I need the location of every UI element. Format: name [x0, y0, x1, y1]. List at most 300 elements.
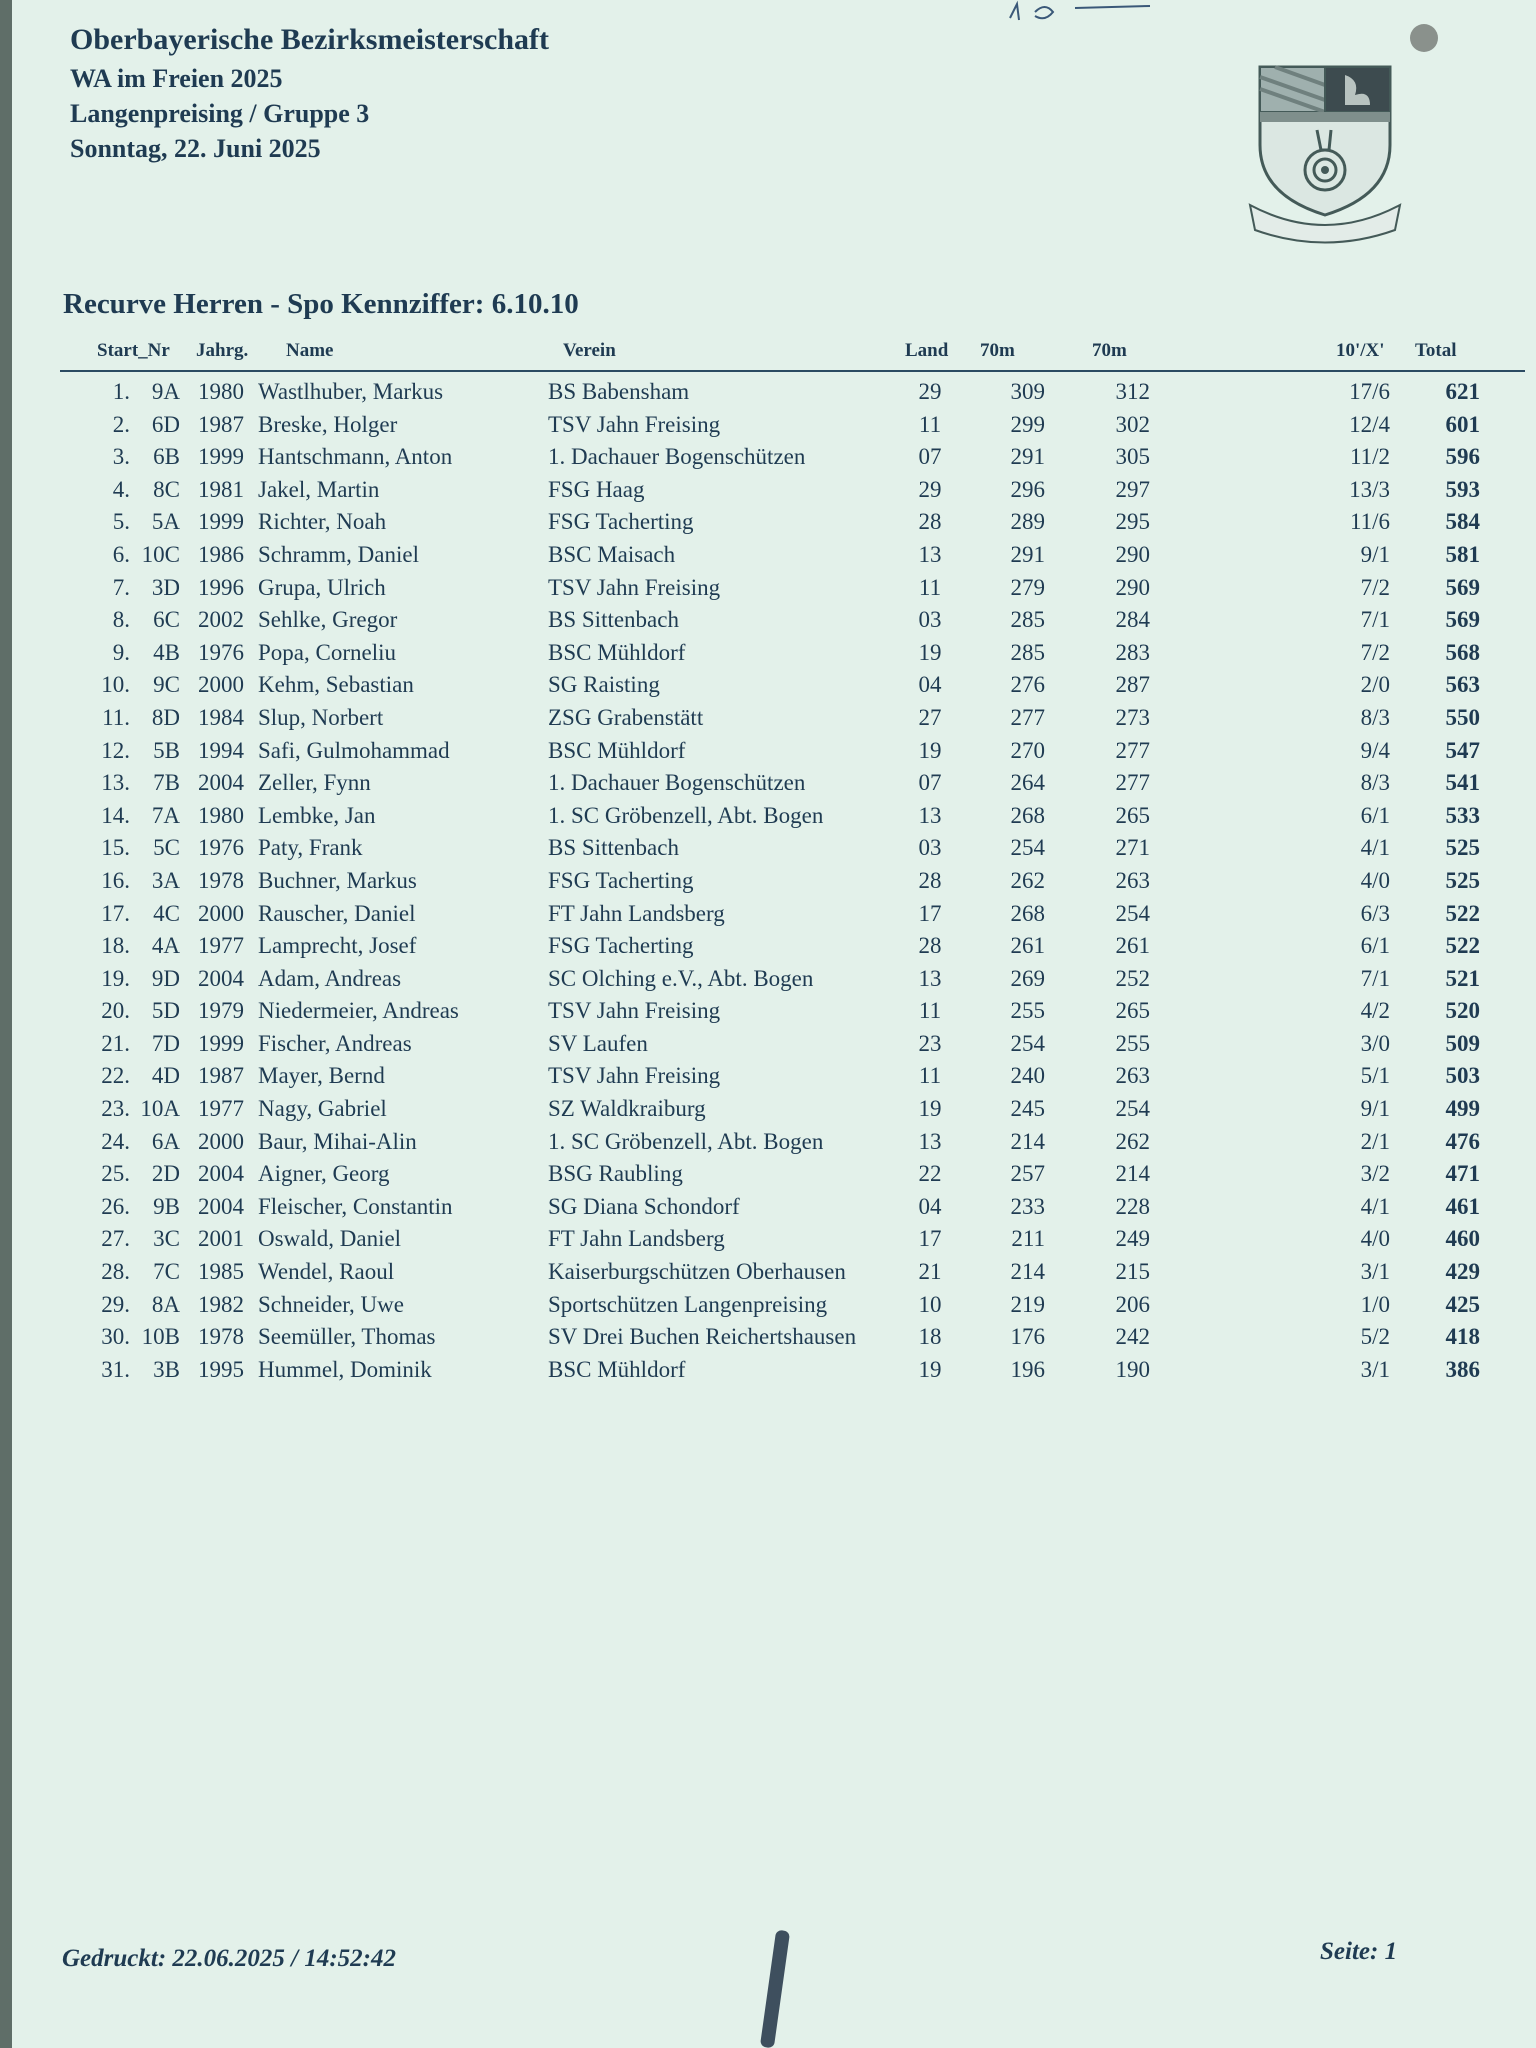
round1-score: 309	[1010, 379, 1045, 404]
birth-year: 2000	[198, 1128, 244, 1154]
table-row	[0, 865, 1536, 898]
total-score: 569	[1445, 607, 1480, 633]
round2-score: 249	[1115, 1226, 1150, 1252]
round1-score: 211	[1011, 1226, 1045, 1252]
document-header	[70, 20, 970, 166]
total-score: 429	[1445, 1259, 1480, 1285]
athlete-name: Wastlhuber, Markus	[258, 379, 444, 404]
birth-year: 1996	[198, 574, 244, 600]
header-divider	[60, 370, 1525, 372]
birth-year: 2004	[198, 965, 244, 991]
event-location: Langenpreising / Gruppe 3	[70, 98, 370, 128]
total-score: 471	[1445, 1161, 1480, 1187]
event-subtitle: WA im Freien 2025	[70, 63, 283, 93]
club-name: SG Diana Schondorf	[548, 1193, 740, 1219]
round2-score: 265	[1115, 998, 1150, 1024]
rank: 9.	[112, 639, 130, 665]
start-nr: 6B	[153, 444, 180, 470]
land-code: 28	[918, 867, 942, 893]
birth-year: 1976	[198, 835, 244, 861]
start-nr: 6D	[151, 411, 180, 437]
table-row	[0, 702, 1536, 735]
start-nr: 6C	[153, 607, 180, 633]
athlete-name: Wendel, Raoul	[258, 1259, 395, 1285]
start-nr: 3D	[151, 574, 180, 600]
land-code: 21	[918, 1259, 942, 1285]
table-row	[0, 930, 1536, 963]
rank: 20.	[101, 998, 130, 1024]
land-code: 13	[918, 1128, 942, 1154]
birth-year: 1978	[198, 1324, 244, 1350]
district-crest-icon	[1245, 55, 1405, 245]
tens-x-count: 11/6	[1349, 509, 1390, 535]
round1-score: 279	[1010, 574, 1045, 600]
birth-year: 1994	[198, 737, 244, 763]
total-score: 584	[1445, 509, 1480, 535]
start-nr: 9A	[151, 379, 180, 404]
total-score: 522	[1445, 900, 1480, 926]
round2-score: 277	[1115, 737, 1150, 763]
pin-head	[1410, 24, 1438, 52]
club-name: 1. SC Gröbenzell, Abt. Bogen	[548, 1128, 824, 1154]
table-row	[0, 767, 1536, 800]
birth-year: 2000	[198, 900, 244, 926]
rank: 11.	[102, 704, 130, 730]
round2-score: 215	[1115, 1259, 1150, 1285]
athlete-name: Kehm, Sebastian	[258, 672, 414, 698]
land-code: 03	[918, 607, 942, 633]
athlete-name: Niedermeier, Andreas	[258, 998, 459, 1024]
table-row	[0, 441, 1536, 474]
round1-score: 289	[1010, 509, 1045, 535]
round1-score: 276	[1010, 672, 1045, 698]
round2-score: 302	[1115, 411, 1150, 437]
table-row	[0, 995, 1536, 1028]
start-nr: 9D	[151, 965, 180, 991]
tens-x-count: 6/1	[1360, 802, 1390, 828]
round2-score: 263	[1115, 1063, 1150, 1089]
club-name: TSV Jahn Freising	[548, 998, 721, 1024]
rank: 23.	[101, 1096, 130, 1122]
total-score: 522	[1445, 933, 1480, 959]
club-name: FT Jahn Landsberg	[548, 900, 725, 926]
birth-year: 1985	[198, 1259, 244, 1285]
column-header-round2: 70m	[1092, 340, 1127, 361]
land-code: 11	[918, 1063, 942, 1089]
start-nr: 5A	[151, 509, 180, 535]
round2-score: 228	[1115, 1193, 1150, 1219]
round1-score: 291	[1010, 444, 1045, 470]
land-code: 04	[918, 1193, 942, 1219]
land-code: 07	[918, 770, 942, 796]
table-row	[0, 1028, 1536, 1061]
land-code: 17	[918, 1226, 942, 1252]
event-date: Sonntag, 22. Juni 2025	[70, 133, 321, 163]
start-nr: 8A	[151, 1291, 180, 1317]
land-code: 23	[918, 1030, 942, 1056]
round2-score: 297	[1115, 476, 1150, 502]
club-name: SG Raisting	[548, 672, 660, 698]
land-code: 28	[918, 933, 942, 959]
results-table	[0, 376, 1536, 1386]
round2-score: 283	[1115, 639, 1150, 665]
athlete-name: Safi, Gulmohammad	[258, 737, 450, 763]
rank: 4.	[112, 476, 130, 502]
round2-score: 284	[1115, 607, 1150, 633]
tens-x-count: 3/1	[1360, 1356, 1390, 1382]
tens-x-count: 4/0	[1360, 1226, 1390, 1252]
land-code: 11	[918, 998, 942, 1024]
table-row	[0, 1158, 1536, 1191]
round1-score: 296	[1010, 476, 1045, 502]
table-row	[0, 1289, 1536, 1322]
start-nr: 7A	[151, 802, 180, 828]
total-score: 568	[1445, 639, 1480, 665]
table-row	[0, 1354, 1536, 1387]
total-score: 563	[1445, 672, 1480, 698]
rank: 16.	[101, 867, 130, 893]
athlete-name: Adam, Andreas	[258, 965, 402, 991]
round2-score: 242	[1115, 1324, 1150, 1350]
club-name: 1. SC Gröbenzell, Abt. Bogen	[548, 802, 824, 828]
birth-year: 1981	[198, 476, 244, 502]
rank: 7.	[112, 574, 130, 600]
column-header-tens-x: 10'/X'	[1336, 340, 1385, 361]
total-score: 425	[1445, 1291, 1480, 1317]
land-code: 11	[918, 574, 942, 600]
athlete-name: Zeller, Fynn	[258, 770, 371, 796]
handwritten-mark	[1005, 0, 1155, 22]
land-code: 18	[918, 1324, 942, 1350]
table-row	[0, 1126, 1536, 1159]
page-number: Seite: 1	[1320, 1938, 1398, 1965]
land-code: 07	[918, 444, 942, 470]
round2-score: 214	[1115, 1161, 1150, 1187]
total-score: 503	[1445, 1063, 1480, 1089]
athlete-name: Paty, Frank	[258, 835, 363, 861]
column-header-total: Total	[1415, 340, 1457, 361]
column-header-club: Verein	[563, 340, 616, 361]
rank: 18.	[101, 933, 130, 959]
round2-score: 271	[1115, 835, 1150, 861]
athlete-name: Nagy, Gabriel	[258, 1096, 387, 1122]
round1-score: 268	[1010, 900, 1045, 926]
club-name: 1. Dachauer Bogenschützen	[548, 444, 806, 470]
rank: 24.	[101, 1128, 130, 1154]
rank: 22.	[101, 1063, 130, 1089]
rank: 30.	[101, 1324, 130, 1350]
birth-year: 1999	[198, 444, 244, 470]
start-nr: 10A	[140, 1096, 180, 1122]
total-score: 521	[1445, 965, 1480, 991]
club-name: BSG Raubling	[548, 1161, 683, 1187]
table-row	[0, 832, 1536, 865]
start-nr: 6A	[151, 1128, 180, 1154]
table-row	[0, 963, 1536, 996]
club-name: SC Olching e.V., Abt. Bogen	[548, 965, 814, 991]
club-name: BSC Mühldorf	[548, 1356, 686, 1382]
total-score: 601	[1445, 411, 1480, 437]
birth-year: 1986	[198, 541, 244, 567]
table-row	[0, 1321, 1536, 1354]
round1-score: 268	[1010, 802, 1045, 828]
tens-x-count: 9/1	[1360, 541, 1390, 567]
round1-score: 240	[1010, 1063, 1045, 1089]
start-nr: 4B	[153, 639, 180, 665]
tens-x-count: 17/6	[1349, 379, 1390, 404]
athlete-name: Breske, Holger	[258, 411, 398, 437]
round2-score: 263	[1115, 867, 1150, 893]
birth-year: 1995	[198, 1356, 244, 1382]
tens-x-count: 6/1	[1360, 933, 1390, 959]
start-nr: 9C	[153, 672, 180, 698]
total-score: 460	[1445, 1226, 1480, 1252]
round2-score: 206	[1115, 1291, 1150, 1317]
start-nr: 8C	[153, 476, 180, 502]
total-score: 533	[1445, 802, 1480, 828]
rank: 8.	[112, 607, 130, 633]
birth-year: 2004	[198, 1193, 244, 1219]
start-nr: 4A	[151, 933, 180, 959]
birth-year: 1984	[198, 704, 244, 730]
round2-score: 252	[1115, 965, 1150, 991]
column-header-start-nr: Start_Nr	[97, 340, 170, 361]
total-score: 569	[1445, 574, 1480, 600]
total-score: 418	[1445, 1324, 1480, 1350]
start-nr: 10C	[141, 541, 180, 567]
birth-year: 1987	[198, 1063, 244, 1089]
start-nr: 4D	[151, 1063, 180, 1089]
athlete-name: Mayer, Bernd	[258, 1063, 385, 1089]
athlete-name: Baur, Mihai-Alin	[258, 1128, 417, 1154]
athlete-name: Fleischer, Constantin	[258, 1193, 453, 1219]
round1-score: 269	[1010, 965, 1045, 991]
rank: 31.	[101, 1356, 130, 1382]
tens-x-count: 8/3	[1360, 704, 1390, 730]
club-name: BSC Mühldorf	[548, 737, 686, 763]
athlete-name: Jakel, Martin	[258, 476, 380, 502]
athlete-name: Fischer, Andreas	[258, 1030, 412, 1056]
tens-x-count: 5/2	[1360, 1324, 1390, 1350]
round2-score: 273	[1115, 704, 1150, 730]
birth-year: 1977	[198, 1096, 244, 1122]
birth-year: 1980	[198, 802, 244, 828]
round1-score: 262	[1010, 867, 1045, 893]
club-name: TSV Jahn Freising	[548, 1063, 721, 1089]
tens-x-count: 7/2	[1360, 639, 1390, 665]
club-name: BSC Mühldorf	[548, 639, 686, 665]
table-row	[0, 409, 1536, 442]
land-code: 11	[918, 411, 942, 437]
total-score: 593	[1445, 476, 1480, 502]
round1-score: 291	[1010, 541, 1045, 567]
rank: 26.	[101, 1193, 130, 1219]
round1-score: 254	[1010, 1030, 1045, 1056]
round1-score: 270	[1010, 737, 1045, 763]
birth-year: 2001	[198, 1226, 244, 1252]
table-row	[0, 474, 1536, 507]
total-score: 461	[1445, 1193, 1480, 1219]
birth-year: 2002	[198, 607, 244, 633]
tens-x-count: 6/3	[1360, 900, 1390, 926]
round1-score: 214	[1010, 1128, 1045, 1154]
total-score: 499	[1445, 1096, 1480, 1122]
start-nr: 5B	[153, 737, 180, 763]
birth-year: 1979	[198, 998, 244, 1024]
tens-x-count: 4/2	[1360, 998, 1390, 1024]
round1-score: 257	[1010, 1161, 1045, 1187]
start-nr: 5C	[153, 835, 180, 861]
athlete-name: Schramm, Daniel	[258, 541, 419, 567]
round2-score: 290	[1115, 541, 1150, 567]
rank: 1.	[112, 379, 130, 404]
round1-score: 219	[1010, 1291, 1045, 1317]
round2-score: 305	[1115, 444, 1150, 470]
total-score: 596	[1445, 444, 1480, 470]
round1-score: 214	[1010, 1259, 1045, 1285]
rank: 13.	[101, 770, 130, 796]
table-row	[0, 1093, 1536, 1126]
birth-year: 1999	[198, 509, 244, 535]
total-score: 476	[1445, 1128, 1480, 1154]
birth-year: 2004	[198, 1161, 244, 1187]
tens-x-count: 3/2	[1360, 1161, 1390, 1187]
rank: 27.	[101, 1226, 130, 1252]
total-score: 621	[1445, 379, 1480, 404]
birth-year: 2004	[198, 770, 244, 796]
round1-score: 245	[1010, 1096, 1045, 1122]
round2-score: 277	[1115, 770, 1150, 796]
birth-year: 2000	[198, 672, 244, 698]
tens-x-count: 4/0	[1360, 867, 1390, 893]
birth-year: 1999	[198, 1030, 244, 1056]
club-name: FSG Tacherting	[548, 933, 694, 959]
round1-score: 255	[1010, 998, 1045, 1024]
round1-score: 299	[1010, 411, 1045, 437]
rank: 14.	[101, 802, 130, 828]
column-header-name: Name	[286, 340, 334, 361]
club-name: SV Laufen	[548, 1030, 648, 1056]
start-nr: 7B	[153, 770, 180, 796]
table-row	[0, 1256, 1536, 1289]
start-nr: 2D	[151, 1161, 180, 1187]
rank: 5.	[112, 509, 130, 535]
tens-x-count: 8/3	[1360, 770, 1390, 796]
land-code: 04	[918, 672, 942, 698]
club-name: FSG Tacherting	[548, 509, 694, 535]
round2-score: 287	[1115, 672, 1150, 698]
tens-x-count: 2/1	[1360, 1128, 1390, 1154]
round2-score: 255	[1115, 1030, 1150, 1056]
land-code: 17	[918, 900, 942, 926]
total-score: 520	[1445, 998, 1480, 1024]
start-nr: 9B	[153, 1193, 180, 1219]
land-code: 22	[918, 1161, 942, 1187]
land-code: 13	[918, 965, 942, 991]
table-row	[0, 735, 1536, 768]
rank: 3.	[112, 444, 130, 470]
table-row	[0, 1060, 1536, 1093]
start-nr: 7D	[151, 1030, 180, 1056]
table-row	[0, 604, 1536, 637]
round2-score: 265	[1115, 802, 1150, 828]
table-row	[0, 669, 1536, 702]
table-row	[0, 1191, 1536, 1224]
land-code: 27	[918, 704, 942, 730]
rank: 29.	[101, 1291, 130, 1317]
column-header-land: Land	[905, 340, 949, 361]
tens-x-count: 9/4	[1360, 737, 1390, 763]
club-name: Sportschützen Langenpreising	[548, 1291, 828, 1317]
athlete-name: Hantschmann, Anton	[258, 444, 453, 470]
tens-x-count: 9/1	[1360, 1096, 1390, 1122]
rank: 21.	[101, 1030, 130, 1056]
rank: 2.	[112, 411, 130, 437]
total-score: 525	[1445, 867, 1480, 893]
tens-x-count: 13/3	[1349, 476, 1390, 502]
athlete-name: Grupa, Ulrich	[258, 574, 386, 600]
land-code: 13	[918, 541, 942, 567]
total-score: 581	[1445, 541, 1480, 567]
birth-year: 1976	[198, 639, 244, 665]
athlete-name: Oswald, Daniel	[258, 1226, 402, 1252]
club-name: BS Babensham	[548, 379, 690, 404]
rank: 17.	[101, 900, 130, 926]
club-name: TSV Jahn Freising	[548, 574, 721, 600]
table-row	[0, 539, 1536, 572]
athlete-name: Buchner, Markus	[258, 867, 417, 893]
tens-x-count: 12/4	[1349, 411, 1390, 437]
start-nr: 10B	[141, 1324, 180, 1350]
tens-x-count: 7/2	[1360, 574, 1390, 600]
round1-score: 196	[1010, 1356, 1045, 1382]
round2-score: 290	[1115, 574, 1150, 600]
start-nr: 3C	[153, 1226, 180, 1252]
athlete-name: Slup, Norbert	[258, 704, 384, 730]
land-code: 19	[918, 1356, 942, 1382]
athlete-name: Popa, Corneliu	[258, 639, 396, 665]
printed-timestamp: Gedruckt: 22.06.2025 / 14:52:42	[62, 1945, 396, 1972]
table-row	[0, 800, 1536, 833]
tens-x-count: 7/1	[1360, 607, 1390, 633]
rank: 28.	[101, 1259, 130, 1285]
round2-score: 312	[1115, 379, 1150, 404]
start-nr: 4C	[153, 900, 180, 926]
event-title: Oberbayerische Bezirksmeisterschaft	[70, 23, 550, 56]
total-score: 386	[1445, 1356, 1480, 1382]
tens-x-count: 4/1	[1360, 1193, 1390, 1219]
land-code: 28	[918, 509, 942, 535]
round2-score: 254	[1115, 1096, 1150, 1122]
tens-x-count: 2/0	[1360, 672, 1390, 698]
club-name: FSG Haag	[548, 476, 645, 502]
athlete-name: Lembke, Jan	[258, 802, 376, 828]
tens-x-count: 1/0	[1360, 1291, 1390, 1317]
rank: 10.	[101, 672, 130, 698]
rank: 19.	[101, 965, 130, 991]
athlete-name: Aigner, Georg	[258, 1161, 390, 1187]
pin-needle	[760, 1930, 790, 2048]
tens-x-count: 3/1	[1360, 1259, 1390, 1285]
total-score: 547	[1445, 737, 1480, 763]
round2-score: 190	[1115, 1356, 1150, 1382]
club-name: FSG Tacherting	[548, 867, 694, 893]
athlete-name: Schneider, Uwe	[258, 1291, 404, 1317]
round2-score: 295	[1115, 509, 1150, 535]
start-nr: 3B	[153, 1356, 180, 1382]
round1-score: 176	[1010, 1324, 1045, 1350]
club-name: Kaiserburgschützen Oberhausen	[548, 1259, 846, 1285]
